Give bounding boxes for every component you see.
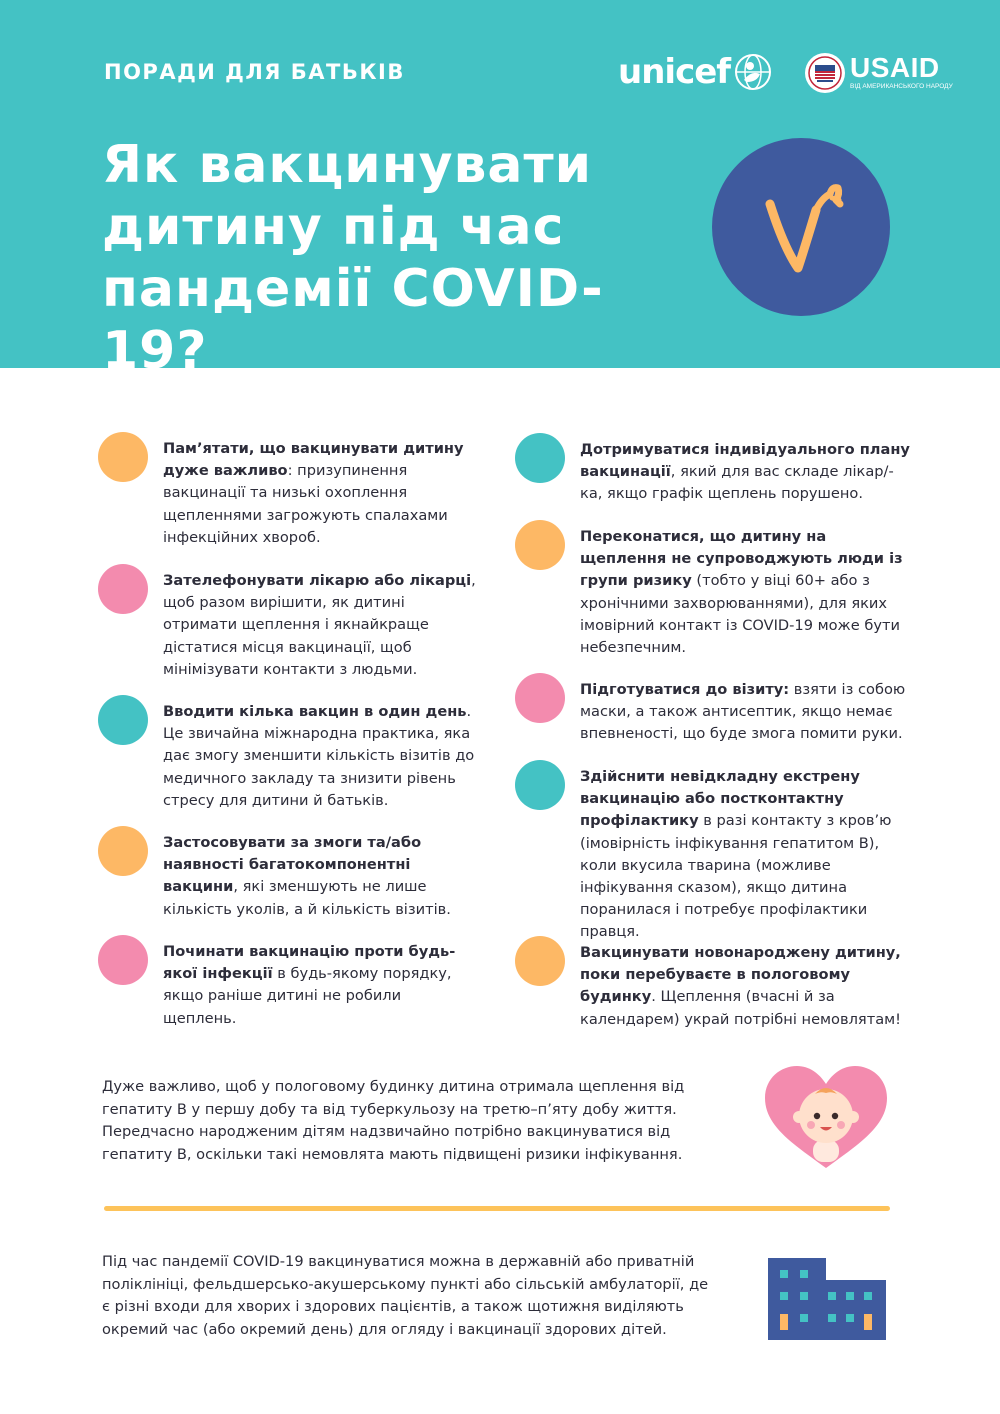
usaid-subtitle: ВІД АМЕРИКАНСЬКОГО НАРОДУ bbox=[850, 83, 953, 90]
tip-bold: Починати вакцинацію проти будь-якої інфекції bbox=[163, 943, 456, 983]
unicef-logo bbox=[618, 50, 773, 94]
teal-dot-icon bbox=[515, 433, 565, 483]
tip-text bbox=[580, 439, 910, 506]
tip-right-1 bbox=[515, 439, 910, 506]
tip-right-3 bbox=[515, 679, 910, 746]
usaid-seal-icon bbox=[804, 52, 846, 94]
kicker: ПОРАДИ ДЛЯ БАТЬКІВ bbox=[104, 60, 405, 84]
tip-body: : призупинення вакцинації та низькі охоплення щепленнями загрожують спалахами інфекційних хвороб. bbox=[163, 462, 448, 546]
vaccine-badge bbox=[712, 138, 890, 316]
unicef-logo-text: unicef bbox=[618, 52, 731, 92]
tip-bold: Здійснити невідкладну екстрену вакцинацію або постконтактну профілактику bbox=[580, 768, 860, 830]
tip-left-3 bbox=[98, 701, 478, 812]
tip-text bbox=[163, 438, 478, 549]
clinic-note: Під час пандемії COVID-19 вакцинуватися можна в державній або приватній поліклініці, фельдшерсько-акушерському пункті або сільській амбулаторії, де є різні входи для хворих і здорових пацієнтів, а також щотижня виділяють окремий час (або окремий день) для огляду і вакцинації здорових дітей. bbox=[102, 1253, 709, 1338]
baby-heart-icon bbox=[763, 1064, 889, 1174]
tip-bold: Застосовувати за змоги та/або наявності багатокомпонентні вакцини bbox=[163, 834, 422, 896]
orange-dot-icon bbox=[515, 520, 565, 570]
tip-bold: Вводити кілька вакцин в один день bbox=[163, 703, 467, 720]
pink-dot-icon bbox=[98, 564, 148, 614]
tip-left-2 bbox=[98, 570, 478, 681]
tip-body: , щоб разом вирішити, як дитині отримати щеплення і якнайкраще дістатися місця вакцинації, щоб мінімізувати контакти з людьми. bbox=[163, 572, 476, 678]
tip-text bbox=[163, 941, 478, 1030]
tip-body: . Щеплення (вчасні й за календарем) украй потрібні немовлятам! bbox=[580, 988, 901, 1028]
tip-body: в разі контакту з кров’ю (імовірність інфікування гепатитом В), коли вкусила тварина (можливе інфікування сказом), якщо дитина поранилася і потребує профілактики правця. bbox=[580, 812, 892, 941]
orange-dot-icon bbox=[515, 936, 565, 986]
tip-body: , які зменшують не лише кількість уколів, а й кількість візитів. bbox=[163, 878, 451, 918]
tip-bold: Підготуватися до візиту: bbox=[580, 681, 790, 698]
orange-dot-icon bbox=[98, 432, 148, 482]
tip-left-5 bbox=[98, 941, 478, 1030]
page-title: Як вакцинувати дитину під час пандемії COVID-19? bbox=[102, 135, 604, 381]
tip-text bbox=[580, 679, 910, 746]
tip-text bbox=[580, 766, 910, 944]
header-banner bbox=[0, 0, 1000, 381]
tip-text bbox=[163, 832, 478, 921]
pink-dot-icon bbox=[515, 673, 565, 723]
section-divider bbox=[104, 1206, 890, 1211]
tip-bold: Переконатися, що дитину на щеплення не супроводжують люди із групи ризику bbox=[580, 528, 903, 590]
tip-body: в будь-якому порядку, якщо раніше дитині не робили щеплень. bbox=[163, 965, 452, 1027]
tip-right-5 bbox=[515, 942, 910, 1031]
tip-body: . Це звичайна міжнародна практика, яка дає змогу зменшити кількість візитів до медичного закладу та знизити рівень стресу для дитини й батьків. bbox=[163, 703, 475, 809]
tip-left-4 bbox=[98, 832, 478, 921]
usaid-logo-text: USAID bbox=[850, 52, 940, 83]
tip-body: (тобто у віці 60+ або з хронічними захворюваннями), для яких імовірний контакт із COVID-19 може бути небезпечним. bbox=[580, 572, 900, 657]
teal-dot-icon bbox=[515, 760, 565, 810]
unicef-emblem-icon bbox=[733, 52, 773, 92]
tip-bold: Вакцинувати новонароджену дитину, поки перебуваєте в пологовому будинку bbox=[580, 944, 901, 1006]
tip-text bbox=[580, 526, 910, 659]
tip-bold: Пам’ятати, що вакцинувати дитину дуже важливо bbox=[163, 440, 464, 480]
tip-right-2 bbox=[515, 526, 910, 659]
vaccine-thumbs-up-icon bbox=[712, 138, 890, 316]
tip-left-1 bbox=[98, 438, 478, 549]
tip-text bbox=[163, 701, 478, 812]
orange-dot-icon bbox=[98, 826, 148, 876]
tip-text bbox=[580, 942, 910, 1031]
tip-bold: Зателефонувати лікарю або лікарці bbox=[163, 572, 472, 589]
pink-dot-icon bbox=[98, 935, 148, 985]
teal-dot-icon bbox=[98, 695, 148, 745]
tip-body: взяти із собою маски, а також антисептик, якщо немає впевненості, що буде змога помити руки. bbox=[580, 681, 906, 743]
tip-bold: Дотримуватися індивідуального плану вакцинації bbox=[580, 441, 910, 481]
hospital-building-icon bbox=[768, 1258, 886, 1340]
tip-right-4 bbox=[515, 766, 910, 944]
newborn-note: Дуже важливо, щоб у пологовому будинку дитина отримала щеплення від гепатиту В у першу добу та від туберкульозу на третю–п’яту добу життя. Передчасно народженим дітям надзвичайно потрібно вакцинуватися від гепатиту В, оскільки такі немовлята мають підвищені ризики інфікування. bbox=[102, 1078, 685, 1163]
tip-body: , який для вас складе лікар/-ка, якщо графік щеплень порушено. bbox=[580, 463, 894, 503]
tip-text bbox=[163, 570, 478, 681]
